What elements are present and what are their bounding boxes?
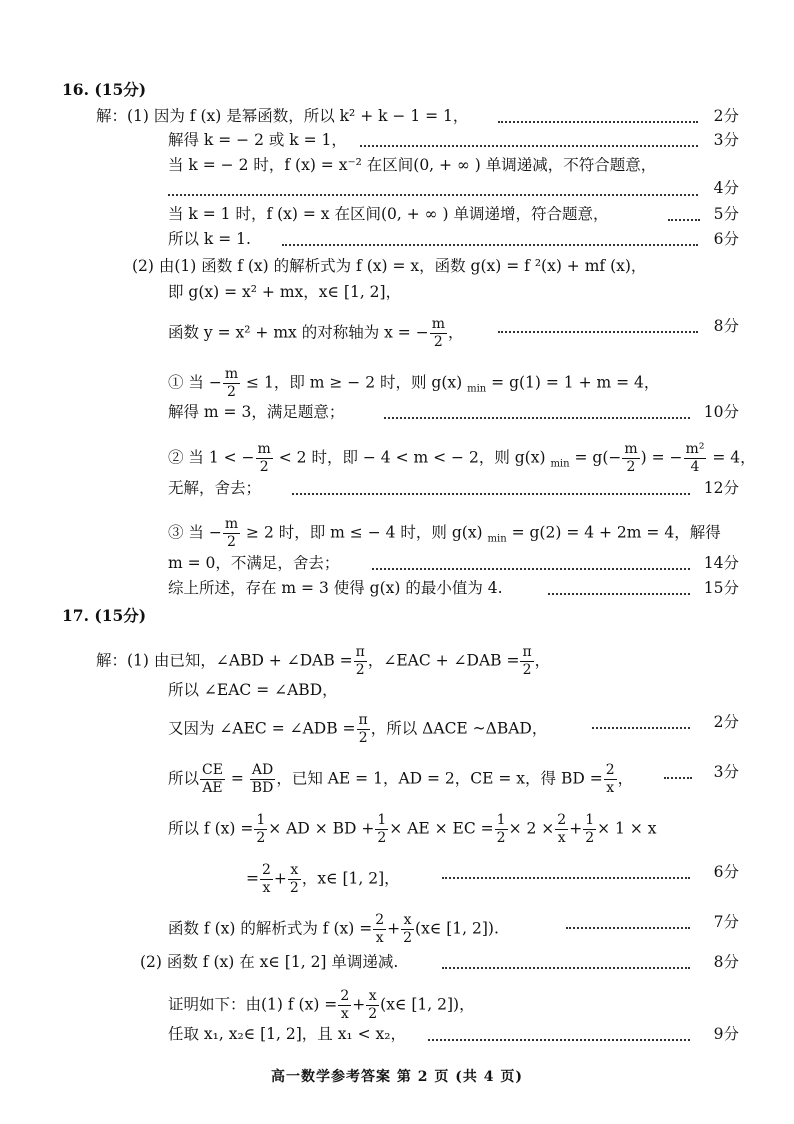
q16-step1-line6: 所以 k = 1.: [168, 230, 251, 248]
score-label: 9分: [713, 1025, 739, 1043]
fraction: $\frac{m}{2}$: [257, 441, 271, 475]
leader-dots: [442, 877, 690, 879]
q17-step1-line6: = $\frac{2}{x}$ + $\frac{x}{2}$ ，x∈ [1, 2]，: [246, 862, 400, 896]
q16-case1: ① 当 − $\frac{m}{2}$ ≤ 1，即 m ≥ − 2 时，则 g(x) $_{min}$ = g(1) = 1 + m = 4，: [168, 366, 660, 400]
q16-case3-result: m = 0，不满足，舍去；: [168, 554, 340, 572]
fraction: $\frac{2}{x}$: [375, 912, 385, 946]
leader-dots: [668, 219, 700, 221]
q17-header: 17. (15分): [62, 606, 147, 625]
score-label: 10分: [703, 403, 739, 421]
fraction: $\frac{m}{2}$: [224, 366, 239, 400]
leader-dots: [548, 593, 690, 595]
fraction: $\frac{m}{2}$: [431, 316, 445, 350]
score-label: 5分: [713, 205, 739, 223]
q16-step2-line2: 即 g(x) = x² + mx，x∈ [1, 2]，: [168, 283, 402, 301]
leader-dots: [384, 417, 690, 419]
q17-step1-line3: 又因为 ∠AEC = ∠ADB = $\frac{\pi}{2}$ ，所以 ΔACE ~ΔBAD，: [168, 712, 548, 746]
score-label: 3分: [713, 763, 739, 781]
q16-header: 16. (15分): [62, 80, 147, 99]
leader-dots: [282, 244, 698, 246]
fraction: $\frac{\text{m²}}{4}$: [685, 441, 705, 475]
q16-step1-line2: 解得 k = − 2 或 k = 1，: [168, 131, 347, 149]
fraction: $\frac{m}{2}$: [224, 516, 239, 550]
leader-dots: [360, 145, 698, 147]
q16-step2-line1: (2) 由(1) 函数 f (x) 的解析式为 f (x) = x，函数 g(x) = f ²(x) + mf (x)，: [132, 257, 647, 275]
score-label: 7分: [713, 913, 739, 931]
fraction: $\frac{x}{2}$: [289, 862, 299, 896]
q17-step2-line3: 任取 x₁, x₂∈ [1, 2]，且 x₁ < x₂，: [168, 1025, 406, 1043]
page-footer: 高一数学参考答案 第 2 页 (共 4 页): [271, 1069, 523, 1085]
q16-conclusion: 综上所述，存在 m = 3 使得 g(x) 的最小值为 4.: [168, 579, 503, 597]
q17-step2-line2: 证明如下：由(1) f (x) = $\frac{2}{x}$ + $\frac{x}{2}$ (x∈ [1, 2])，: [168, 988, 475, 1022]
q16-step1-line3: 当 k = − 2 时，f (x) = x⁻² 在区间(0, + ∞ ) 单调递减，不符合题意，: [168, 156, 657, 174]
score-label: 6分: [713, 863, 739, 881]
q16-case2-result: 无解，舍去；: [168, 479, 262, 497]
fraction: $\frac{1}{2}$: [496, 812, 506, 846]
q17-step2-line1: (2) 函数 f (x) 在 x∈ [1, 2] 单调递减.: [140, 953, 399, 971]
fraction: $\frac{\pi}{2}$: [358, 712, 368, 746]
score-label: 4分: [713, 179, 739, 197]
score-label: 6分: [713, 230, 739, 248]
q16-step1-line5: 当 k = 1 时，f (x) = x 在区间(0, + ∞ ) 单调递增，符合题意，: [168, 205, 609, 223]
score-label: 15分: [703, 579, 739, 597]
leader-dots: [372, 568, 690, 570]
leader-dots: [592, 727, 690, 729]
leader-dots: [664, 777, 692, 779]
q16-case3: ③ 当 − $\frac{m}{2}$ ≥ 2 时，即 m ≤ − 4 时，则 g(x) $_{min}$ = g(2) = 4 + 2m = 4，解得: [168, 516, 721, 550]
score-label: 12分: [703, 479, 739, 497]
leader-dots: [566, 927, 690, 929]
leader-dots: [498, 331, 698, 333]
q16-case1-result: 解得 m = 3，满足题意；: [168, 403, 345, 421]
leader-dots: [428, 1039, 690, 1041]
fraction: $\frac{m}{2}$: [624, 441, 638, 475]
fraction: $\frac{2}{x}$: [340, 988, 350, 1022]
q17-step1-line5: 所以 f (x) = $\frac{1}{2}$ × AD × BD + $\frac{1}{2}$ × AE × EC = $\frac{1}{2}$ × 2 × $\frac{2}{x}$ + $\frac{1}{2}$ × 1 × x: [168, 812, 657, 846]
q17-step1-line4: 所以 $\frac{CE}{AE}$ = $\frac{AD}{BD}$ ，已知 AE = 1，AD = 2，CE = x，得 BD = $\frac{2}{x}$ ，: [168, 762, 634, 796]
leader-dots: [498, 121, 698, 123]
fraction: $\frac{\pi}{2}$: [522, 644, 532, 678]
fraction: $\frac{2}{x}$: [605, 762, 615, 796]
score-label: 8分: [713, 317, 739, 335]
q16-step1-line1: 解：(1) 因为 f (x) 是幂函数，所以 k² + k − 1 = 1，: [96, 107, 469, 125]
fraction: $\frac{x}{2}$: [403, 912, 413, 946]
fraction: $\frac{CE}{AE}$: [202, 762, 223, 796]
q16-case2: ② 当 1 < − $\frac{m}{2}$ < 2 时，即 − 4 < m < − 2，则 g(x) $_{min}$ = g(− $\frac{m}{2}$ ) = − $\frac{\text{m²}}{4}$ = 4，: [168, 441, 756, 475]
q17-step1-line7: 函数 f (x) 的解析式为 f (x) = $\frac{2}{x}$ + $\frac{x}{2}$ (x∈ [1, 2]).: [168, 912, 499, 946]
fraction: $\frac{2}{x}$: [557, 812, 567, 846]
score-label: 8分: [713, 953, 739, 971]
fraction: $\frac{1}{2}$: [256, 812, 266, 846]
fraction: $\frac{\pi}{2}$: [355, 644, 365, 678]
q16-symmetry-axis: 函数 y = x² + mx 的对称轴为 x = − $\frac{m}{2}$ ，: [168, 316, 464, 350]
score-label: 3分: [713, 131, 739, 149]
leader-dots: [168, 194, 698, 196]
fraction: $\frac{AD}{BD}$: [251, 762, 274, 796]
fraction: $\frac{x}{2}$: [368, 988, 378, 1022]
fraction: $\frac{1}{2}$: [585, 812, 595, 846]
leader-dots: [442, 967, 690, 969]
leader-dots: [292, 493, 690, 495]
q17-step1-line1: 解：(1) 由已知，∠ABD + ∠DAB = $\frac{\pi}{2}$ ，∠EAC + ∠DAB = $\frac{\pi}{2}$ ，: [96, 644, 551, 678]
score-label: 2分: [713, 107, 739, 125]
score-label: 14分: [703, 554, 739, 572]
score-label: 2分: [713, 713, 739, 731]
fraction: $\frac{1}{2}$: [377, 812, 387, 846]
q17-step1-line2: 所以 ∠EAC = ∠ABD，: [168, 681, 338, 699]
fraction: $\frac{2}{x}$: [262, 862, 271, 896]
